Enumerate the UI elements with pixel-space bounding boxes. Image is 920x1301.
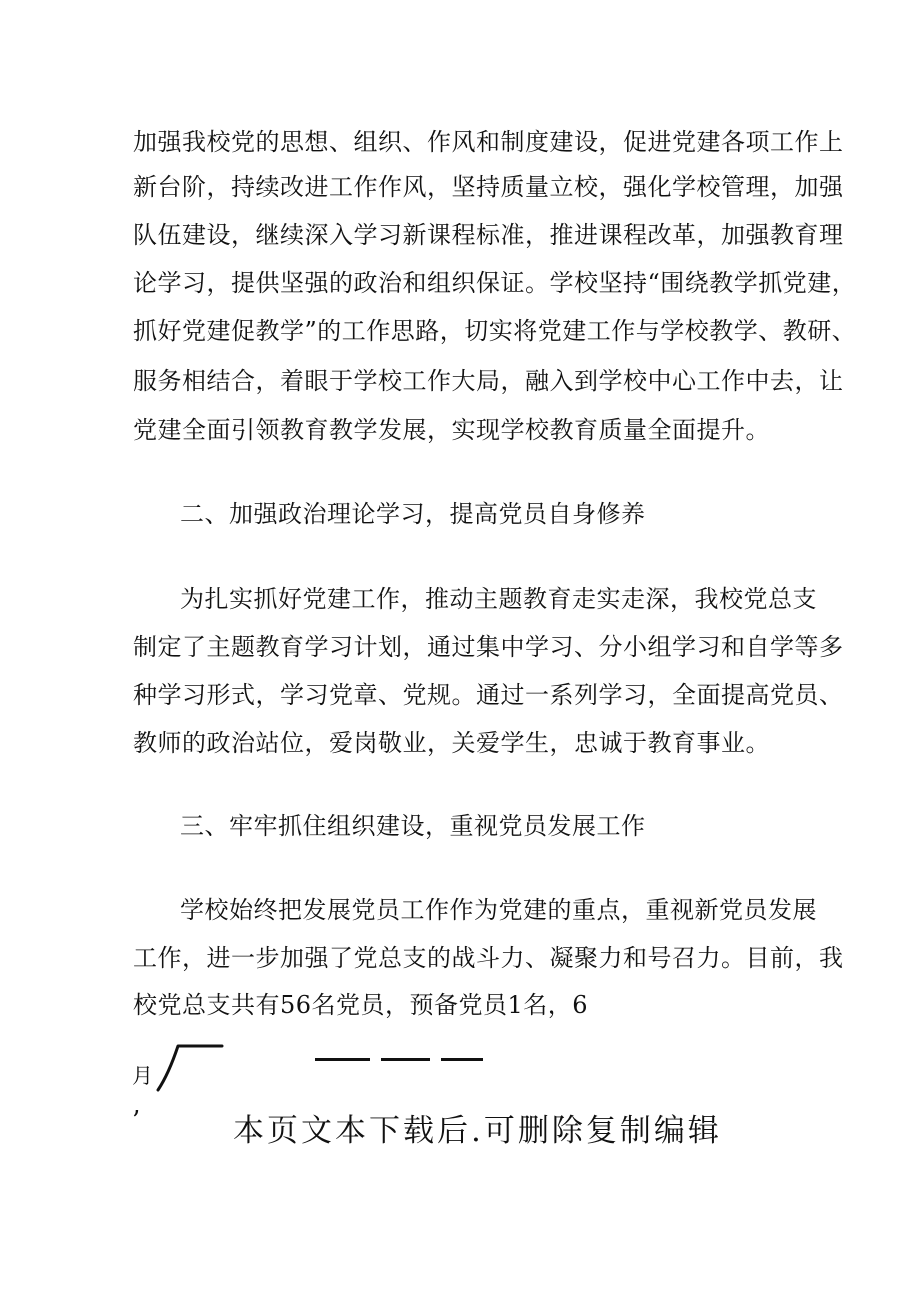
- dash-line-3: [441, 1058, 483, 1061]
- dash-line-1: [315, 1058, 370, 1061]
- paragraph-1-line-4: 论学习，提供坚强的政治和组织保证。学校坚持“围绕教学抓党建，: [133, 269, 857, 297]
- paragraph-1-line-6: 服务相结合，着眼于学校工作大局，融入到学校中心工作中去，让: [133, 367, 844, 395]
- paragraph-2-line-1: 为扎实抓好党建工作，推动主题教育走实走深，我校党总支: [180, 585, 817, 613]
- brush-stroke-mark: [152, 1038, 224, 1098]
- paragraph-1-line-2: 新台阶，持续改进工作作风，坚持质量立校，强化学校管理，加强: [133, 173, 844, 201]
- section-heading-3: 三、牢牢抓住组织建设，重视党员发展工作: [180, 812, 646, 840]
- dash-line-2: [381, 1058, 430, 1061]
- month-character: 月: [132, 1064, 153, 1088]
- section-heading-2: 二、加强政治理论学习，提高党员自身修养: [180, 500, 646, 528]
- paragraph-1-line-1: 加强我校党的思想、组织、作风和制度建设，促进党建各项工作上: [133, 128, 844, 156]
- paragraph-3-line-2: 工作，进一步加强了党总支的战斗力、凝聚力和号召力。目前，我: [133, 944, 844, 972]
- paragraph-2-line-2: 制定了主题教育学习计划，通过集中学习、分小组学习和自学等多: [133, 633, 844, 661]
- paragraph-2-line-3: 种学习形式，学习党章、党规。通过一系列学习，全面提高党员、: [133, 681, 844, 709]
- paragraph-1-line-5: 抓好党建促教学”的工作思路，切实将党建工作与学校教学、教研、: [133, 317, 857, 345]
- paragraph-2-line-4: 教师的政治站位，爱岗敬业，关爱学生，忠诚于教育事业。: [133, 729, 770, 757]
- paragraph-1-line-7: 党建全面引领教育教学发展，实现学校教育质量全面提升。: [133, 416, 770, 444]
- paragraph-3-line-1: 学校始终把发展党员工作作为党建的重点，重视新党员发展: [180, 896, 817, 924]
- editable-notice: 本页文本下载后.可删除复制编辑: [233, 1113, 722, 1149]
- paragraph-1-line-3: 队伍建设，继续深入学习新课程标准，推进课程改革，加强教育理: [133, 221, 844, 249]
- comma-mark: ’: [132, 1106, 141, 1136]
- paragraph-3-line-3: 校党总支共有56名党员，预备党员1名，6: [133, 991, 589, 1019]
